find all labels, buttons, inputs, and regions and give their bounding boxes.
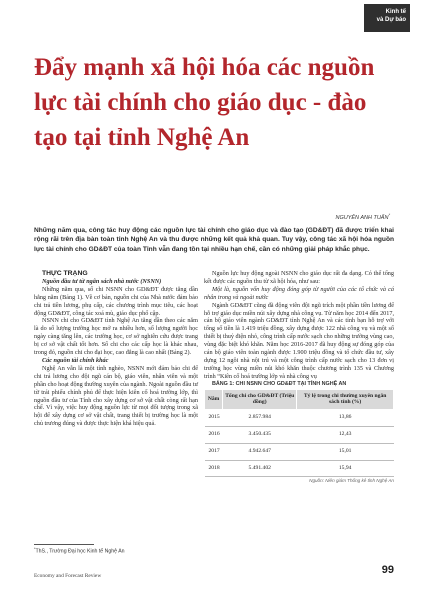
paragraph: Nguồn lực huy động ngoài NSNN cho giáo dục rất đa dạng. Có thể tổng kết được các nguồn thu từ xã hội hóa, như sau: <box>204 270 394 285</box>
table-row <box>205 426 394 443</box>
table-row <box>205 443 394 460</box>
section-heading: THỰC TRẠNG <box>42 270 88 277</box>
table-row <box>205 460 394 477</box>
paragraph: Ngành GD&ĐT cũng đã động viên đội ngũ trích một phần tiền lương để hỗ trợ giáo dục miền núi xây dựng nhà công vụ. Từ năm học 2014 đến 2017, cán bộ giáo viên ngành GD&ĐT tỉnh Nghệ An và các tỉnh bạn hỗ trợ với tổng số tiền là 1.419 triệu đồng, xây dựng được 122 nhà công vụ và một số thiết bị thuỷ điện nhỏ, công trình cấp nước sạch cho những trường vùng cao, vùng đặc biệt khó khăn. Năm học 2016-2017 đã huy động sự đóng góp của cán bộ giáo viên toàn ngành được 1.900 triệu đồng và tổ chức đầu tư, xây dựng 12 ngôi nhà nội trú và một công trình cấp nước sạch cho 13 đơn vị trường học vùng miền núi khó khăn thuộc chương trình 135 và Chương trình “Kiên cố hoá trường lớp và nhà công vụ <box>204 301 394 380</box>
cell-year: 2017 <box>205 443 223 460</box>
footnote-divider <box>34 544 94 545</box>
table-header-row <box>205 389 394 409</box>
table-header-year: Năm <box>205 389 223 409</box>
subheading-nsnn: Nguồn đầu tư từ ngân sách nhà nước (NSNN) <box>42 277 162 285</box>
footnote-text: ThS., Trường Đại học Kinh tế Nghệ An <box>35 548 125 555</box>
author <box>335 212 390 221</box>
paragraph-italic: Một là, nguồn vốn huy động đóng góp từ người của các tổ chức và cá nhân trong và ngoài nước <box>204 285 394 301</box>
cell-percent: 15,94 <box>297 460 394 477</box>
cell-total: 4.942.647 <box>223 443 297 460</box>
paragraph: Nghệ An vẫn là một tỉnh nghèo, NSNN mới đảm bảo chi để chi trả lương cho đội ngũ cán bộ, giáo viên, nhân viên và một phần cho hoạt động thường xuyên của ngành. Ngoài nguồn đầu tư từ trái phiếu chính phủ để thực hiện kiên cố hoá trường lớp, thì nguồn đầu tư của Tỉnh cho xây dựng cơ sở vật chất còng rất hạn chế. Vì vậy, việc huy động nguồn lực từ mọi đối tượng trong xã hội để xây dựng cơ sở vật chất, trang thiết bị trường học là một chủ trương đúng và được thực hiện khá hiệu quả. <box>34 364 198 428</box>
section-tag-line1: Kinh tế <box>385 9 406 15</box>
page-number: 99 <box>381 564 394 576</box>
section-tag <box>364 4 410 32</box>
paragraph: Những năm qua, số chi NSNN cho GD&ĐT được tăng dần hằng năm (Bảng 1). Về cơ bản, nguồn chi của Nhà nước đảm bảo chi trả tiền lương, phụ cấp, các chương trình mục tiêu, các hoạt động GD&ĐT, công tác xoá mù, giáo dục phổ cập. <box>34 285 198 317</box>
journal-name: Economy and Forecast Review <box>34 573 102 579</box>
table-header-percent: Tỷ lệ trong chi thường xuyên ngân sách tỉnh (%) <box>297 389 394 409</box>
table-title: BẢNG 1: CHI NSNN CHO GD&ĐT TẠI TỈNH NGHỆ AN <box>212 380 347 387</box>
table-header-total: Tổng chi cho GD&ĐT (Triệu đồng) <box>223 389 297 409</box>
paragraph: NSNN chi cho GD&ĐT tỉnh Nghệ An tăng dần theo các năm là do số lượng trường học mở ra nhiều hơn, số lượng người học ngày càng tăng lên, các trường học, cơ sở nghiên cứu được trang bị cơ sở vật chất tốt hơn. Số chi cho các cấp học là khác nhau, trong đó, nguồn chi cho đại học, cao đẳng là cao nhất (Bảng 2). <box>34 317 198 357</box>
article-title: Đẩy mạnh xã hội hóa các nguồn lực tài chính cho giáo dục - đào tạo tại tỉnh Nghệ An <box>34 54 375 151</box>
subheading-other-sources: Các nguồn tài chính khác <box>42 356 109 364</box>
cell-total: 2.857.984 <box>223 409 297 426</box>
cell-year: 2018 <box>205 460 223 477</box>
left-column <box>34 270 198 428</box>
table-source: Nguồn: Niên giám Thống kê tỉnh Nghệ An <box>309 478 394 484</box>
cell-percent: 13,86 <box>297 409 394 426</box>
cell-percent: 12,43 <box>297 426 394 443</box>
cell-total: 3.450.435 <box>223 426 297 443</box>
footnote-mark: * <box>34 547 36 551</box>
cell-total: 5.491.402 <box>223 460 297 477</box>
section-tag-line2: và Dự báo <box>376 17 406 23</box>
lead-paragraph: Những năm qua, công tác huy động các nguồn lực tài chính cho giáo dục và đào tạo (GD&ĐT) đã được triển khai rộng rãi trên địa bàn toàn tỉnh Nghệ An và thu được những kết quả khả quan. Tuy vậy, công tác xã hội hóa nguồn lực tài chính cho GD&ĐT của toàn Tỉnh vẫn đang tồn tại nhiều hạn chế, cần có những giải pháp khắc phục. <box>34 227 394 253</box>
author-name: NGUYỄN ANH TUẤN <box>335 214 389 221</box>
footnote <box>34 547 125 555</box>
author-mark: * <box>388 212 390 217</box>
cell-year: 2015 <box>205 409 223 426</box>
right-column <box>204 270 394 485</box>
cell-percent: 15,01 <box>297 443 394 460</box>
table-row <box>205 409 394 426</box>
budget-table <box>204 389 394 478</box>
cell-year: 2016 <box>205 426 223 443</box>
